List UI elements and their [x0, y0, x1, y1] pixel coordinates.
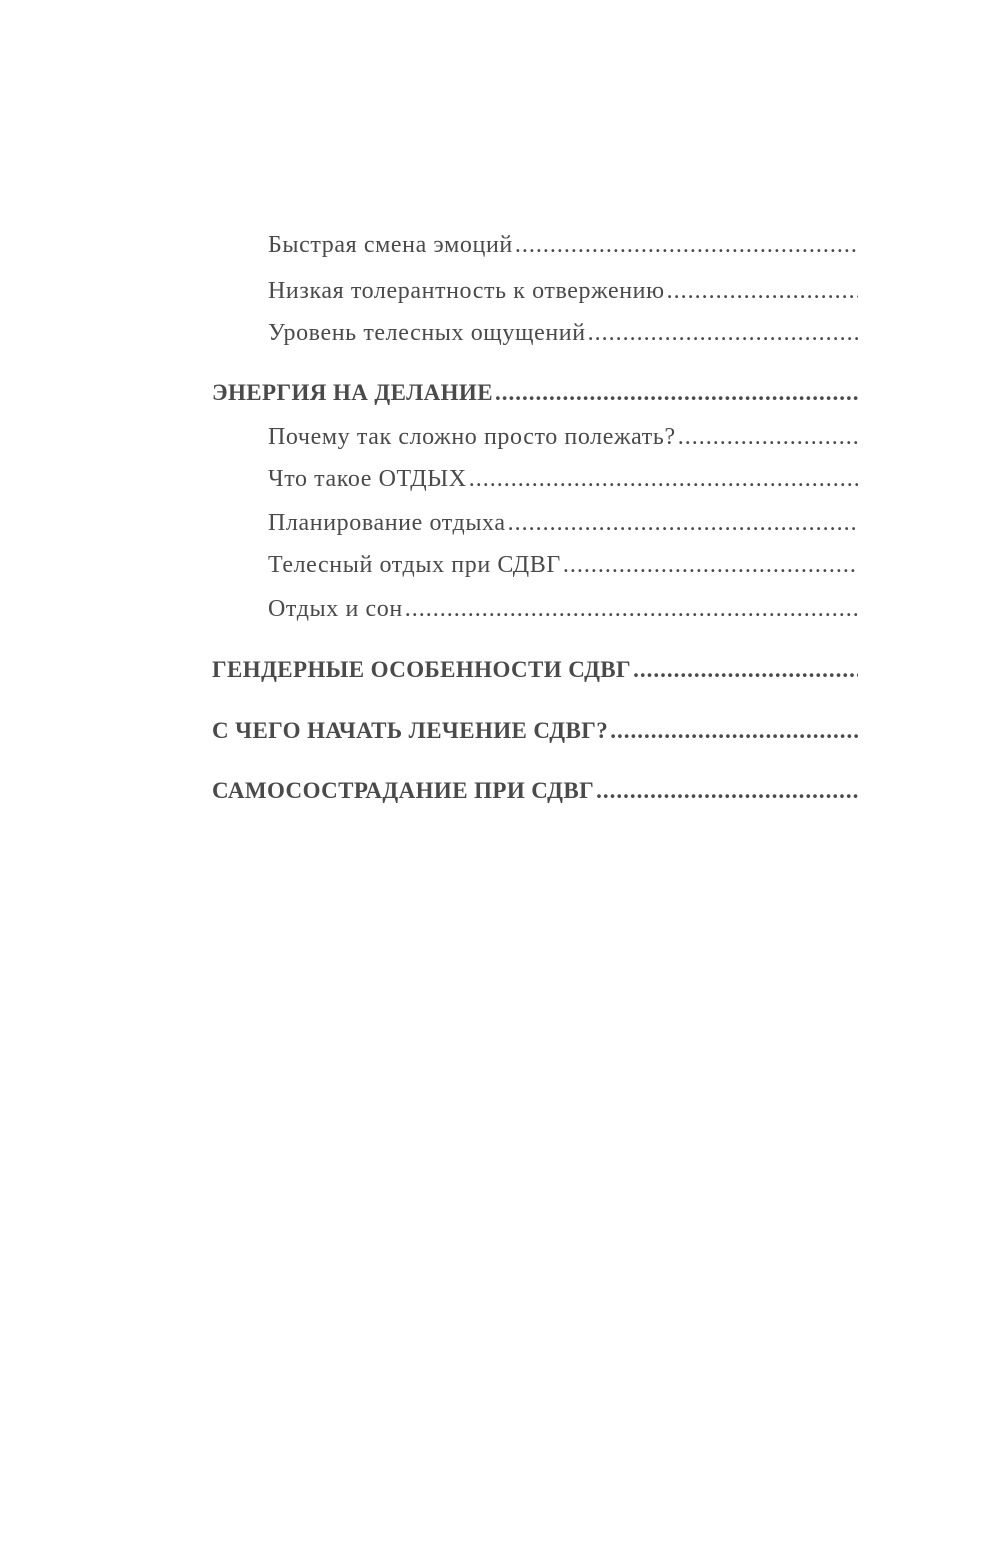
toc-entry[interactable] [268, 596, 858, 623]
dot-leader [515, 232, 858, 259]
toc-chapter-label: ГЕНДЕРНЫЕ ОСОБЕННОСТИ СДВГ [212, 657, 632, 682]
toc-chapter-label: ЭНЕРГИЯ НА ДЕЛАНИЕ [212, 380, 493, 405]
dot-leader [678, 424, 858, 451]
dot-leader [508, 510, 858, 537]
toc-entry[interactable] [268, 320, 858, 347]
dot-leader [633, 657, 858, 683]
toc-entry[interactable] [268, 552, 858, 579]
toc-chapter[interactable] [212, 778, 858, 804]
toc-entry[interactable] [268, 232, 858, 259]
toc-entry-label: Уровень телесных ощущений [268, 320, 586, 346]
toc-entry[interactable] [268, 510, 858, 537]
toc-chapter-label: С ЧЕГО НАЧАТЬ ЛЕЧЕНИЕ СДВГ? [212, 718, 609, 743]
toc-chapter[interactable] [212, 657, 858, 683]
dot-leader [667, 278, 858, 305]
dot-leader [563, 552, 858, 579]
toc-entry-label: Низкая толерантность к отвержению [268, 278, 665, 304]
dot-leader [495, 380, 858, 406]
toc-entry-label: Почему так сложно просто полежать? [268, 424, 676, 450]
toc-entry-label: Что такое ОТДЫХ [268, 466, 467, 492]
toc-entry-label: Быстрая смена эмоций [268, 232, 513, 258]
toc-chapter[interactable] [212, 380, 858, 406]
toc-chapter[interactable] [212, 718, 858, 744]
dot-leader [596, 778, 858, 804]
toc-chapter-label: САМОСОСТРАДАНИЕ ПРИ СДВГ [212, 778, 595, 803]
toc-entry-label: Телесный отдых при СДВГ [268, 552, 561, 578]
toc-entry-label: Планирование отдыха [268, 510, 506, 536]
dot-leader [405, 596, 858, 623]
dot-leader [588, 320, 858, 347]
toc-entry[interactable] [268, 466, 858, 493]
dot-leader [469, 466, 858, 493]
toc-entry-label: Отдых и сон [268, 596, 403, 622]
toc-entry[interactable] [268, 424, 858, 451]
toc-entry[interactable] [268, 278, 858, 305]
dot-leader [610, 718, 858, 744]
